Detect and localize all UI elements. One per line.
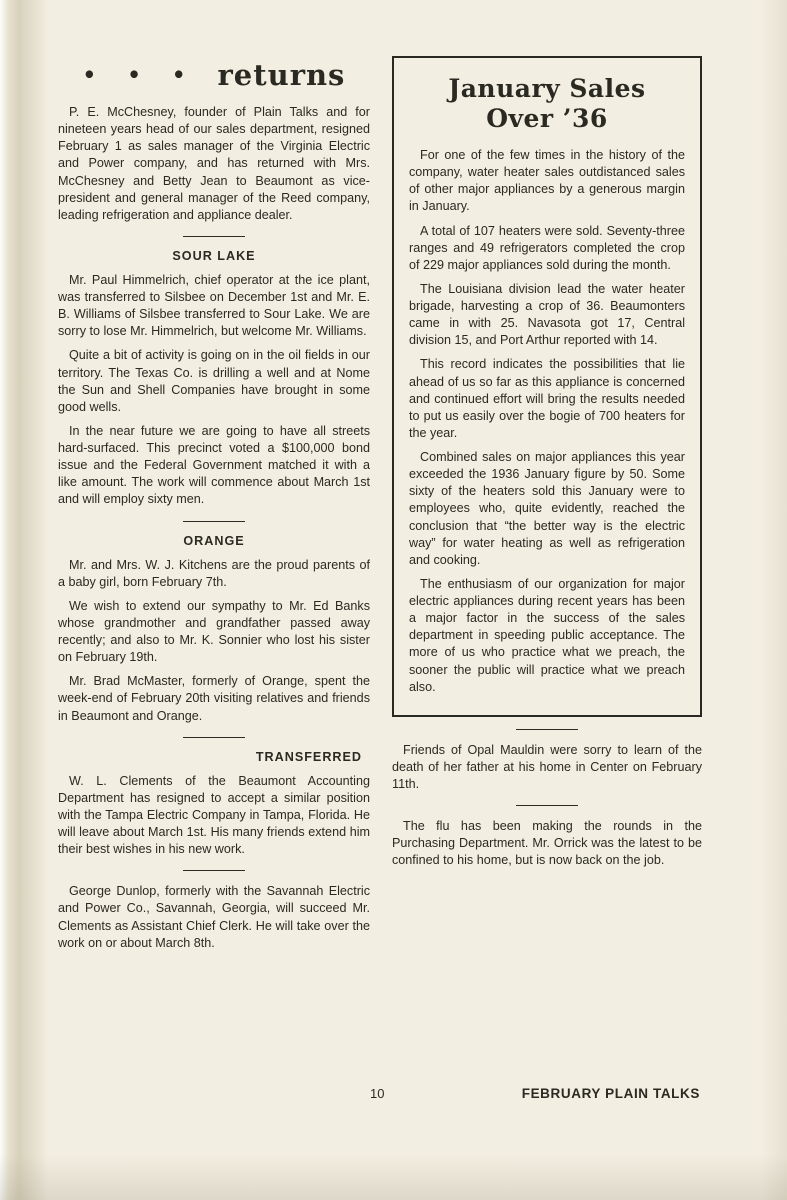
section-heading-sour-lake: SOUR LAKE — [172, 248, 256, 263]
paragraph: Mr. Brad McMaster, formerly of Orange, spent the week-end of February 20th visiting relatives and friends in Beaumont and Orange. — [58, 674, 370, 723]
section-divider — [516, 729, 578, 730]
section-divider — [183, 870, 245, 871]
paragraph: Friends of Opal Mauldin were sorry to learn of the death of her father at his home in Center on February 11th. — [392, 742, 702, 791]
publication-title: FEBRUARY PLAIN TALKS — [521, 1086, 700, 1101]
paper-edge-shadow-right — [761, 0, 787, 1200]
boxed-article-title-line2: Over ’36 — [486, 103, 608, 133]
section-heading-orange: ORANGE — [183, 533, 245, 548]
article-headline-returns — [58, 58, 370, 92]
section-divider — [183, 521, 245, 522]
paper-edge-shadow-bottom — [0, 1154, 787, 1200]
section-divider — [183, 236, 245, 237]
paragraph: For one of the few times in the history of the company, water heater sales outdistanced sales of other major appliances by a generous margin in January. — [409, 148, 685, 214]
section-divider — [183, 737, 245, 738]
paper-edge-shadow-left — [0, 0, 48, 1200]
boxed-article-title-line1: January Sales — [448, 74, 646, 103]
paragraph: Quite a bit of activity is going on in the oil fields in our territory. The Texas Co. is drilling a well and at Nome the Sun and Shell Companies have brought in some good wells. — [58, 348, 370, 414]
paragraph: Mr. Paul Himmelrich, chief operator at the ice plant, was transferred to Silsbee on December 1st and Mr. E. B. Williams of Silsbee transferred to Sour Lake. We are sorry to lose Mr. Himmelrich, but welcome Mr. Williams. — [58, 272, 370, 339]
paragraph: The flu has been making the rounds in the Purchasing Department. Mr. Orrick was the latest to be confined to his home, but is now back on the job. — [392, 819, 702, 868]
page-footer — [58, 1086, 700, 1101]
section-divider — [516, 805, 578, 806]
headline-text: returns — [217, 58, 346, 92]
paragraph: This record indicates the possibilities that lie ahead of us so far as this appliance is concerned and continued effort will bring the results needed to put us easily over the bogie of 700 heaters for the year. — [409, 357, 685, 440]
paragraph: P. E. McChesney, founder of Plain Talks and for nineteen years head of our sales department, resigned February 1 as sales manager of the Virginia Electric and Power company, and has returned with Mrs. McChesney and Betty Jean to Beaumont as vice-president and general manager of the Reed company, leading refrigeration and appliance dealer. — [58, 105, 370, 222]
paragraph: The Louisiana division lead the water heater brigade, harvesting a crop of 36. Beaumonters came in with 25. Navasota got 17, Central division 15, and Port Arthur reported with 14. — [409, 281, 685, 348]
boxed-article-january-sales — [392, 56, 702, 717]
paragraph: In the near future we are going to have all streets hard-surfaced. This precinct voted a $100,000 bond issue and the Federal Government matched it with a like amount. The work will commence about March 1st and will employ sixty men. — [58, 423, 370, 507]
boxed-article-title — [409, 74, 685, 133]
paragraph: We wish to extend our sympathy to Mr. Ed Banks whose grandmother and grandfather passed away recently; and also to Mr. K. Sonnier who lost his sister on February 19th. — [58, 598, 370, 665]
paragraph: George Dunlop, formerly with the Savannah Electric and Power Co., Savannah, Georgia, will succeed Mr. Clements as Assistant Chief Clerk. He will take over the work on or about March 8th. — [58, 884, 370, 950]
right-column — [392, 56, 702, 959]
paragraph: A total of 107 heaters were sold. Seventy-three ranges and 49 refrigerators completed the crop of 229 major appliances sold during the month. — [409, 223, 685, 272]
section-heading-transferred: TRANSFERRED — [255, 749, 362, 764]
page-content — [58, 56, 702, 959]
paragraph: The enthusiasm of our organization for major electric appliances during recent years has been a major factor in the success of the sales department in speeding public acceptance. The more of us who practice what we preach, the sooner the public will practice what we preach also. — [409, 576, 685, 694]
page-number: 10 — [370, 1086, 385, 1101]
headline-dots: • • • — [82, 62, 198, 87]
left-column — [58, 56, 370, 959]
paragraph: Mr. and Mrs. W. J. Kitchens are the proud parents of a baby girl, born February 7th. — [58, 557, 370, 589]
paragraph: Combined sales on major appliances this year exceeded the 1936 January figure by 50. Some sixty of the heaters sold this January were to employees who, quite evidently, reached the conclusion that “the better way is the electric way” for water heating as well as refrigeration and cooking. — [409, 450, 685, 567]
paragraph: W. L. Clements of the Beaumont Accounting Department has resigned to accept a similar position with the Tampa Electric Company in Tampa, Florida. He will leave about March 1st. His many friends extend him their best wishes in his new work. — [58, 773, 370, 857]
